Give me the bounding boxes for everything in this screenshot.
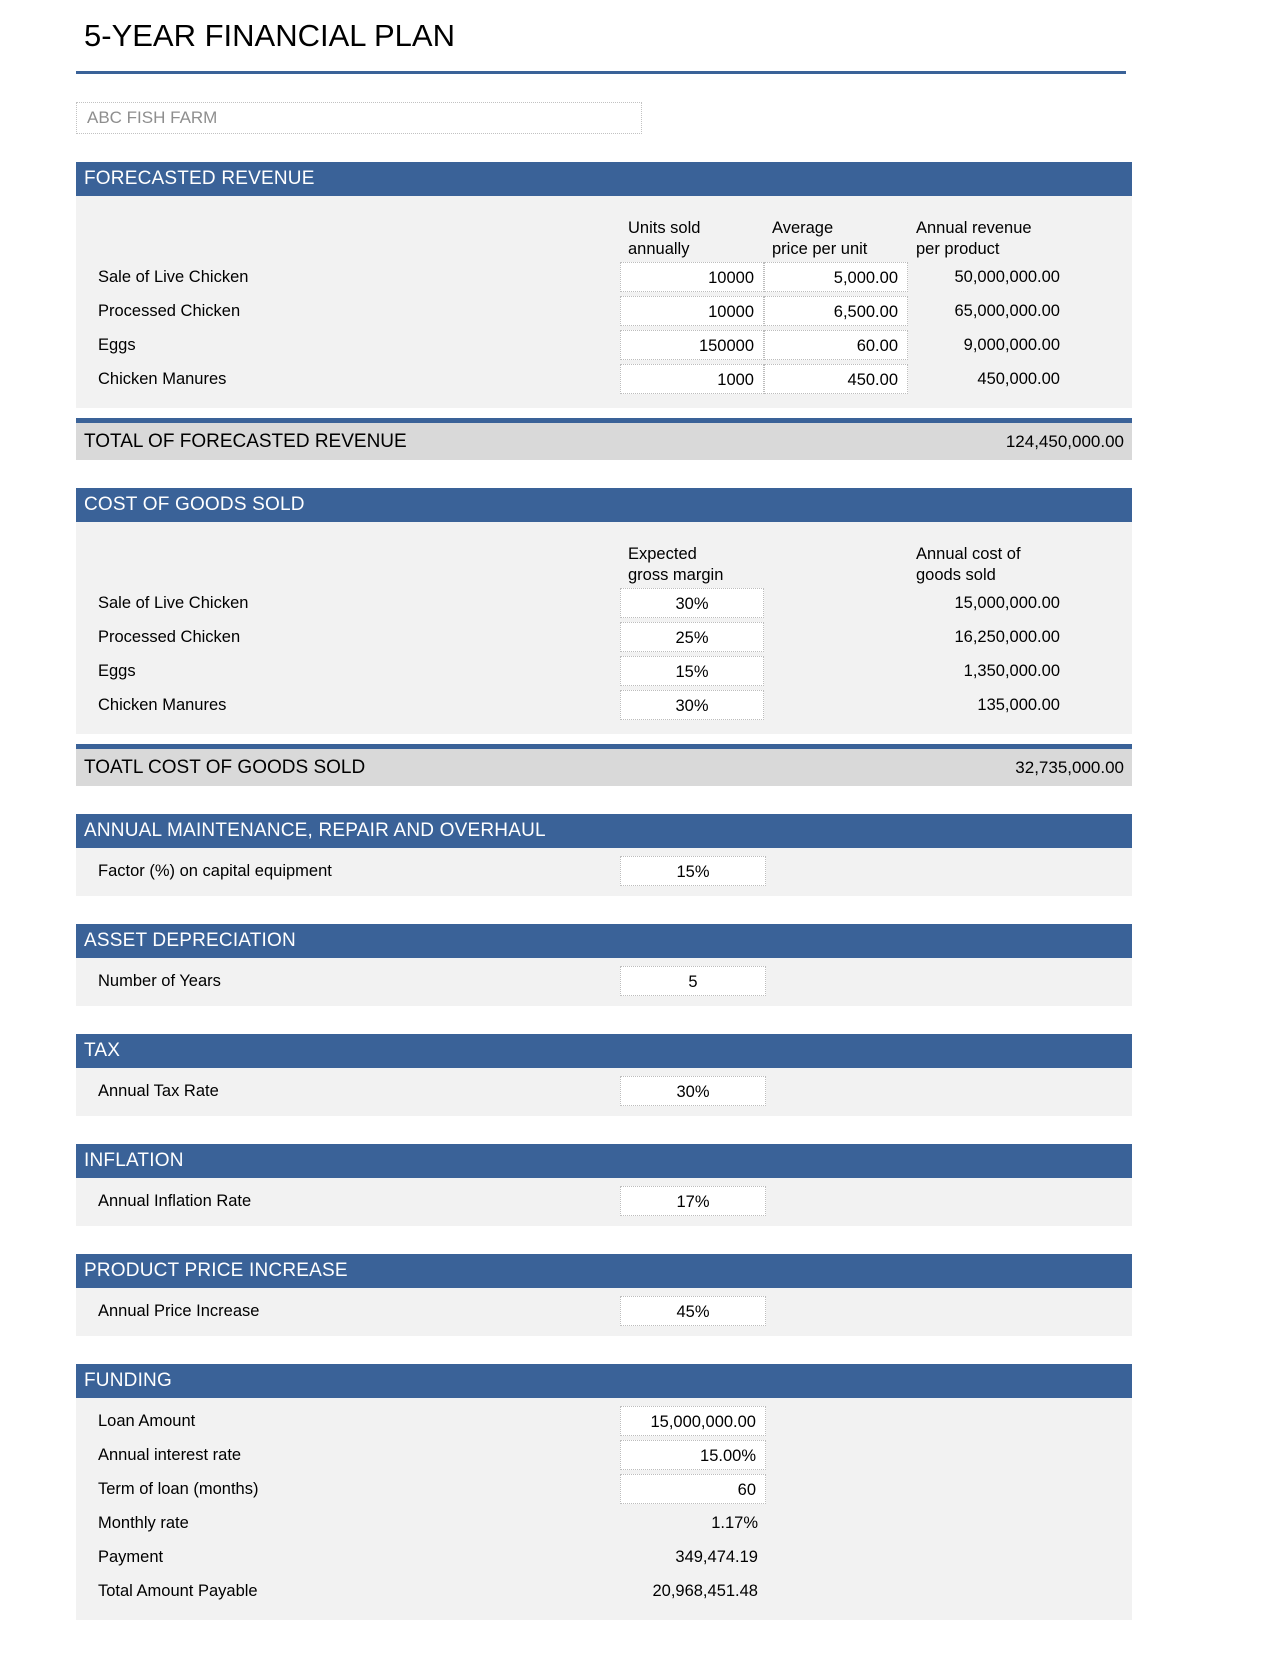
maintenance-body (76, 848, 1132, 896)
column-header-revenue-line2: per product (916, 240, 1000, 258)
column-header-units-sold (620, 218, 764, 260)
funding-row (76, 1404, 1132, 1438)
table-row (76, 688, 1132, 722)
row-label: Annual interest rate (98, 1445, 242, 1464)
funding-row (76, 1540, 1132, 1574)
row-label: Chicken Manures (98, 369, 227, 388)
section-forecasted-revenue (76, 162, 1132, 460)
maintenance-factor-input[interactable]: 15% (620, 856, 766, 886)
cost-of-goods-sold-body (76, 522, 1132, 734)
annual-interest-rate-input[interactable]: 15.00% (620, 1440, 766, 1470)
row-label: Number of Years (98, 971, 221, 990)
average-price-input[interactable]: 6,500.00 (764, 296, 908, 326)
annual-cost-value: 15,000,000.00 (954, 594, 1060, 612)
column-header-cost-line1: Annual cost of (916, 545, 1021, 563)
annual-revenue-value: 450,000.00 (977, 370, 1060, 388)
gross-margin-input[interactable]: 15% (620, 656, 764, 686)
forecasted-revenue-body (76, 196, 1132, 408)
total-value: 124,450,000.00 (1005, 431, 1124, 451)
loan-amount-input[interactable]: 15,000,000.00 (620, 1406, 766, 1436)
row-label: Sale of Live Chicken (98, 267, 249, 286)
section-inflation (76, 1144, 1132, 1226)
average-price-input[interactable]: 450.00 (764, 364, 908, 394)
row-label: Factor (%) on capital equipment (98, 861, 332, 880)
total-forecasted-revenue-row (76, 423, 1132, 460)
page-title: 5-YEAR FINANCIAL PLAN (84, 18, 455, 53)
row-label: Monthly rate (98, 1513, 189, 1532)
total-cost-of-goods-sold-row (76, 749, 1132, 786)
annual-cost-value: 16,250,000.00 (954, 628, 1060, 646)
row-label: Annual Price Increase (98, 1301, 260, 1320)
product-price-increase-row (76, 1294, 1132, 1328)
section-header-asset-depreciation: ASSET DEPRECIATION (76, 924, 1132, 958)
column-header-expected-gross-margin (620, 544, 764, 586)
table-row (76, 260, 1132, 294)
annual-tax-rate-input[interactable]: 30% (620, 1076, 766, 1106)
funding-body (76, 1398, 1132, 1620)
row-label: Sale of Live Chicken (98, 593, 249, 612)
units-sold-input[interactable]: 1000 (620, 364, 764, 394)
units-sold-input[interactable]: 150000 (620, 330, 764, 360)
column-header-average-price (764, 218, 908, 260)
average-price-input[interactable]: 60.00 (764, 330, 908, 360)
column-header-price-line1: Average (772, 219, 834, 237)
payment-value: 349,474.19 (675, 1548, 758, 1566)
column-header-units-line1: Units sold (628, 219, 701, 237)
title-divider (76, 71, 1126, 74)
section-header-inflation: INFLATION (76, 1144, 1132, 1178)
forecasted-revenue-column-headers (76, 196, 1132, 260)
units-sold-input[interactable]: 10000 (620, 296, 764, 326)
annual-price-increase-input[interactable]: 45% (620, 1296, 766, 1326)
cogs-column-headers (76, 522, 1132, 586)
section-header-forecasted-revenue: FORECASTED REVENUE (76, 162, 1132, 196)
table-row (76, 294, 1132, 328)
column-header-margin-line2: gross margin (628, 566, 724, 584)
table-row (76, 362, 1132, 396)
row-label: Eggs (98, 661, 136, 680)
section-tax (76, 1034, 1132, 1116)
total-label: TOATL COST OF GOODS SOLD (84, 756, 366, 778)
funding-row (76, 1438, 1132, 1472)
row-label: Processed Chicken (98, 301, 241, 320)
funding-row (76, 1574, 1132, 1608)
units-sold-input[interactable]: 10000 (620, 262, 764, 292)
inflation-row (76, 1184, 1132, 1218)
column-header-margin-line1: Expected (628, 545, 697, 563)
row-label: Loan Amount (98, 1411, 196, 1430)
average-price-input[interactable]: 5,000.00 (764, 262, 908, 292)
column-header-revenue-line1: Annual revenue (916, 219, 1032, 237)
annual-revenue-value: 9,000,000.00 (963, 336, 1060, 354)
annual-inflation-rate-input[interactable]: 17% (620, 1186, 766, 1216)
section-header-maintenance: ANNUAL MAINTENANCE, REPAIR AND OVERHAUL (76, 814, 1132, 848)
gross-margin-input[interactable]: 25% (620, 622, 764, 652)
section-header-cost-of-goods-sold: COST OF GOODS SOLD (76, 488, 1132, 522)
number-of-years-input[interactable]: 5 (620, 966, 766, 996)
tax-row (76, 1074, 1132, 1108)
section-header-funding: FUNDING (76, 1364, 1132, 1398)
column-header-cost-line2: goods sold (916, 566, 996, 584)
column-header-annual-revenue (908, 218, 1068, 260)
table-row (76, 328, 1132, 362)
annual-revenue-value: 50,000,000.00 (954, 268, 1060, 286)
section-cost-of-goods-sold (76, 488, 1132, 786)
row-label: Annual Tax Rate (98, 1081, 219, 1100)
table-row (76, 654, 1132, 688)
gross-margin-input[interactable]: 30% (620, 588, 764, 618)
section-product-price-increase (76, 1254, 1132, 1336)
total-value: 32,735,000.00 (1015, 757, 1124, 777)
section-funding (76, 1364, 1132, 1620)
inflation-body (76, 1178, 1132, 1226)
table-row (76, 586, 1132, 620)
section-asset-depreciation (76, 924, 1132, 1006)
table-row (76, 620, 1132, 654)
funding-row (76, 1472, 1132, 1506)
term-of-loan-input[interactable]: 60 (620, 1474, 766, 1504)
row-label: Processed Chicken (98, 627, 241, 646)
section-header-tax: TAX (76, 1034, 1132, 1068)
total-amount-payable-value: 20,968,451.48 (652, 1582, 758, 1600)
tax-body (76, 1068, 1132, 1116)
annual-cost-value: 1,350,000.00 (963, 662, 1060, 680)
row-label: Chicken Manures (98, 695, 227, 714)
section-maintenance (76, 814, 1132, 896)
title-block (76, 0, 1208, 74)
row-label: Eggs (98, 335, 136, 354)
monthly-rate-value: 1.17% (711, 1514, 758, 1532)
annual-revenue-value: 65,000,000.00 (954, 302, 1060, 320)
section-header-product-price-increase: PRODUCT PRICE INCREASE (76, 1254, 1132, 1288)
column-header-annual-cost (908, 544, 1068, 586)
annual-cost-value: 135,000.00 (977, 696, 1060, 714)
maintenance-row (76, 854, 1132, 888)
funding-row (76, 1506, 1132, 1540)
company-name-input[interactable]: ABC FISH FARM (76, 102, 642, 134)
total-label: TOTAL OF FORECASTED REVENUE (84, 430, 407, 452)
asset-depreciation-row (76, 964, 1132, 998)
product-price-increase-body (76, 1288, 1132, 1336)
row-label: Total Amount Payable (98, 1581, 258, 1600)
row-label: Term of loan (months) (98, 1479, 259, 1498)
row-label: Payment (98, 1547, 164, 1566)
asset-depreciation-body (76, 958, 1132, 1006)
gross-margin-input[interactable]: 30% (620, 690, 764, 720)
row-label: Annual Inflation Rate (98, 1191, 252, 1210)
column-header-price-line2: price per unit (772, 240, 868, 258)
column-header-units-line2: annually (628, 240, 690, 258)
